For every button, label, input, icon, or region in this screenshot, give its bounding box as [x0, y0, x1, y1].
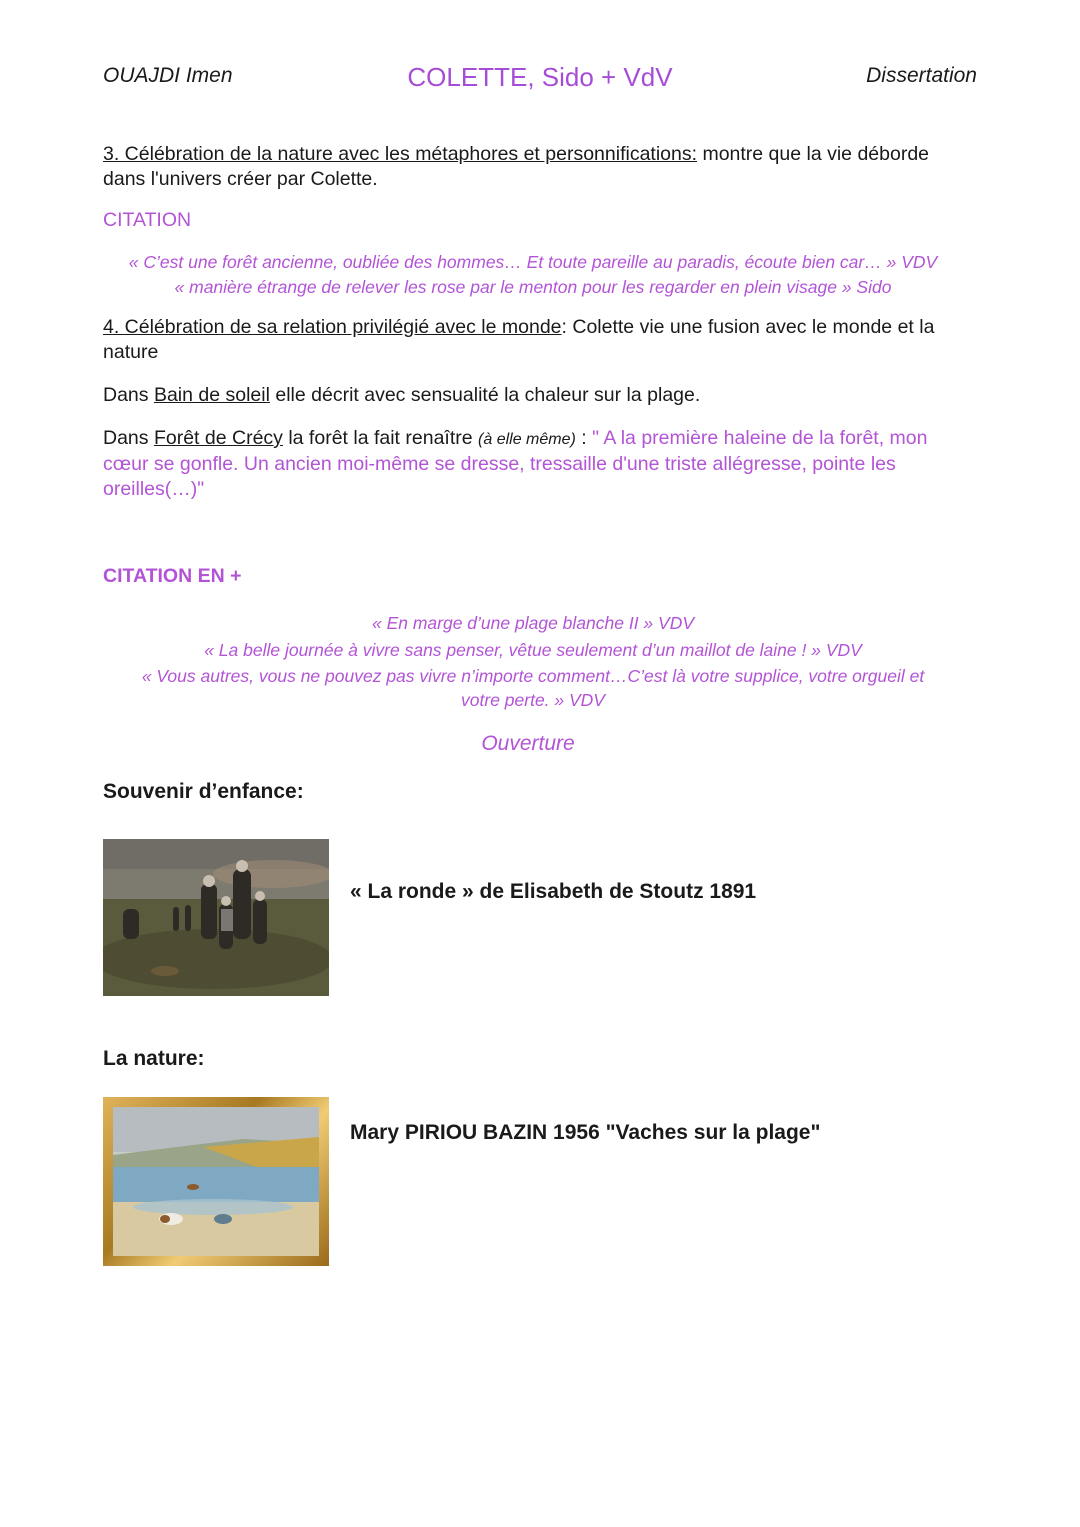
crecy-paragraph: [103, 426, 963, 502]
section4-text: : Colette vie une fusion avec le monde et la nature: [103, 316, 935, 363]
crecy-text: la forêt la fait renaître: [282, 427, 479, 449]
crecy-title: Forêt de Crécy: [153, 427, 283, 449]
la-ronde-caption: « La ronde » de Elisabeth de Stoutz 1891: [350, 880, 757, 903]
citation-label: CITATION: [103, 209, 192, 231]
crecy-prefix: Dans: [103, 427, 154, 449]
painting-vaches-frame: [103, 1097, 329, 1266]
painting-la-ronde-art: [103, 839, 329, 996]
section4-heading: 4. Célébration de sa relation privilégié avec le monde: [103, 316, 562, 338]
citation-plus-label: CITATION EN +: [103, 565, 242, 587]
crecy-colon: :: [575, 427, 593, 449]
document-title: COLETTE, Sido + VdV: [407, 62, 673, 92]
vaches-caption: Mary PIRIOU BAZIN 1956 "Vaches sur la plage": [350, 1121, 821, 1144]
painting-vaches-art: [113, 1107, 319, 1256]
page-header: [103, 62, 977, 98]
quote-vous-autres: « Vous autres, vous ne pouvez pas vivre n’importe comment…C’est là votre supplice, votre orgueil et votre perte. » VDV: [141, 666, 925, 710]
quotes-block-2: [103, 610, 963, 712]
bain-paragraph: [103, 383, 963, 408]
ouverture-heading: Ouverture: [481, 732, 575, 755]
quote-sido-rose: « manière étrange de relever les rose par le menton pour les regarder en plein visage » Sido: [174, 277, 892, 297]
quote-vdv-foret: « C’est une forêt ancienne, oubliée des hommes… Et toute pareille au paradis, écoute bien car… » VDV: [128, 252, 938, 272]
section3-text: montre que la vie déborde dans l'univers créer par Colette.: [103, 143, 930, 190]
main-content: [103, 142, 963, 804]
crecy-quote: " A la première haleine de la forêt, mon cœur se gonfle. Un ancien moi-même se dresse, tressaille d'une triste allégresse, pointe les oreilles(…)": [103, 427, 928, 500]
crecy-aside: (à elle même): [478, 431, 576, 448]
section4-paragraph: [103, 315, 963, 365]
quote-belle-journee: « La belle journée à vivre sans penser, vêtue seulement d’un maillot de laine ! » VDV: [204, 640, 862, 660]
author-name: OUAJDI Imen: [103, 64, 233, 87]
souvenir-heading: Souvenir d’enfance:: [103, 780, 304, 803]
quote-marge: « En marge d’une plage blanche II » VDV: [371, 613, 694, 633]
section3-paragraph: [103, 142, 963, 192]
painting-la-ronde-image: [103, 839, 329, 996]
quotes-block-1: [103, 250, 963, 300]
bain-prefix: Dans: [103, 384, 154, 406]
document-type: Dissertation: [866, 64, 977, 87]
painting-vaches-image: [113, 1107, 319, 1256]
section3-heading: 3. Célébration de la nature avec les métaphores et personnifications:: [103, 143, 698, 165]
bain-text: elle décrit avec sensualité la chaleur sur la plage.: [269, 384, 701, 406]
bain-title: Bain de soleil: [153, 384, 270, 406]
nature-heading: La nature:: [103, 1047, 205, 1070]
